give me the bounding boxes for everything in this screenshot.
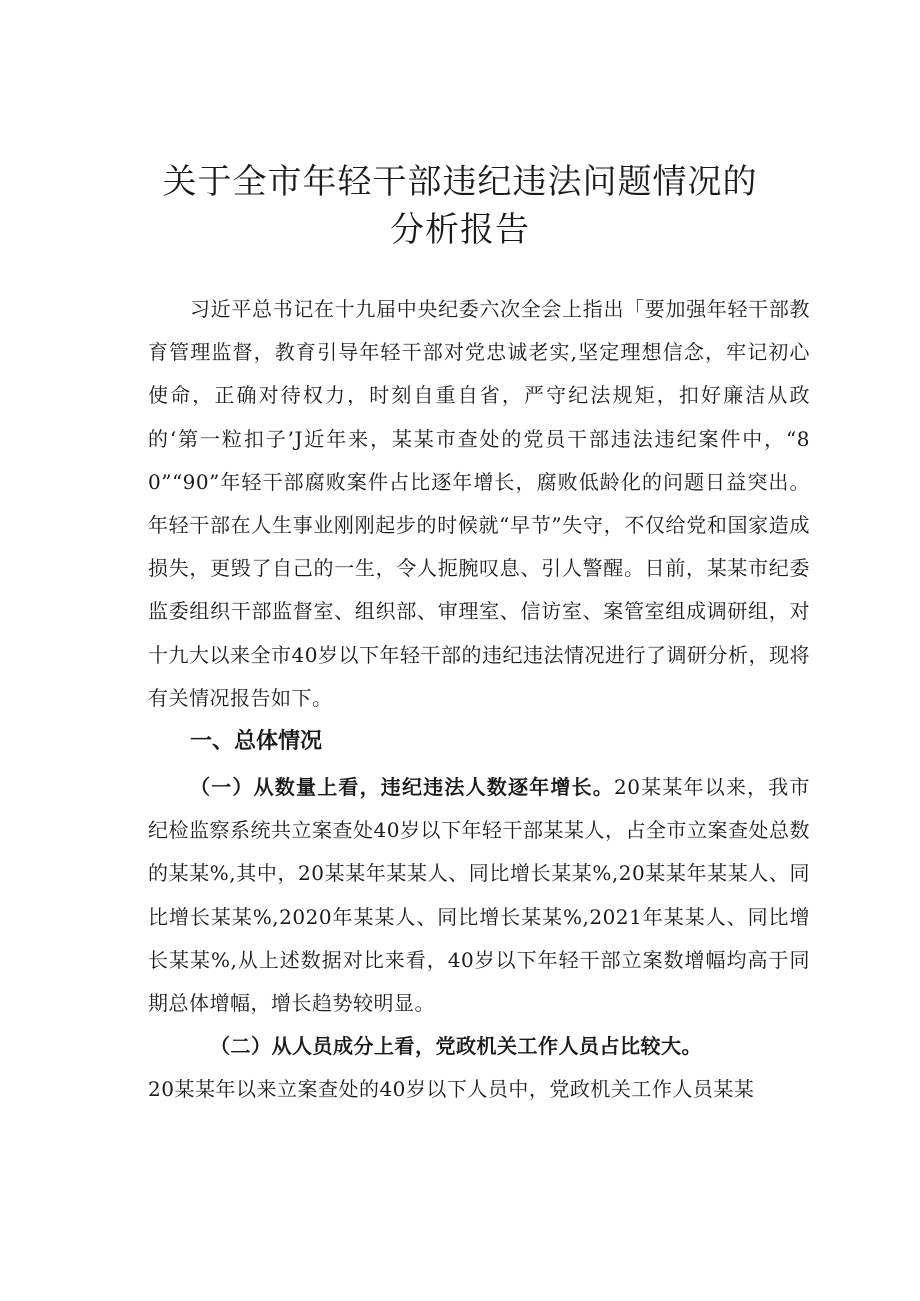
subsection-2-paragraph: 20某某年以来立案查处的40岁以下人员中，党政机关工作人员某某: [148, 1077, 755, 1101]
intro-paragraph: 习近平总书记在十九届中央纪委六次全会上指出「要加强年轻干部教育管理监督，教育引导年轻干部对党忠诚老实,坚定理想信念，牢记初心使命，正确对待权力，时刻自重自省，严守纪法规矩，扣好廉洁从政的‘第一粒扣子’J近年来，某某市查处的党员干部违法违纪案件中，“80”“90”年轻干部腐败案件占比逐年增长，腐败低龄化的问题日益突出。年轻干部在人生事业刚刚起步的时候就“早节”失守，不仅给党和国家造成损失，更毁了自己的一生，令人扼腕叹息、引人警醒。日前，某某市纪委监委组织干部监督室、组织部、审理室、信访室、案管室组成调研组，对十九大以来全市40岁以下年轻干部的违纪违法情况进行了调研分析，现将有关情况报告如下。: [148, 297, 810, 710]
title-line-2: 分析报告: [390, 210, 530, 250]
title-line-1: 关于全市年轻干部违纪违法问题情况的: [162, 162, 758, 202]
subsection-2-heading: [148, 1025, 810, 1068]
section-heading: 一、总体情况: [190, 729, 323, 754]
subsection-1-text: 20某某年以来，我市纪检监察系统共立案查处40岁以下年轻干部某某人，占全市立案查处总数的某某%,其中，20某某年某某人、同比增长某某%,20某某年某某人、同比增长某某%,2020年某某人、同比增长某某%,2021年某某人、同比增长某某%,从上述数据对比来看，40岁以下年轻干部立案数增幅均高于同期总体增幅，增长趋势较明显。: [148, 775, 811, 1016]
subsection-1-lead: （一）从数量上看，违纪违法人数逐年增长。: [190, 775, 614, 799]
subsection-1-paragraph: [148, 766, 810, 1025]
subsection-2-lead: （二）从人员成分上看，党政机关工作人员占比较大。: [210, 1034, 702, 1058]
document-title: [120, 158, 800, 254]
